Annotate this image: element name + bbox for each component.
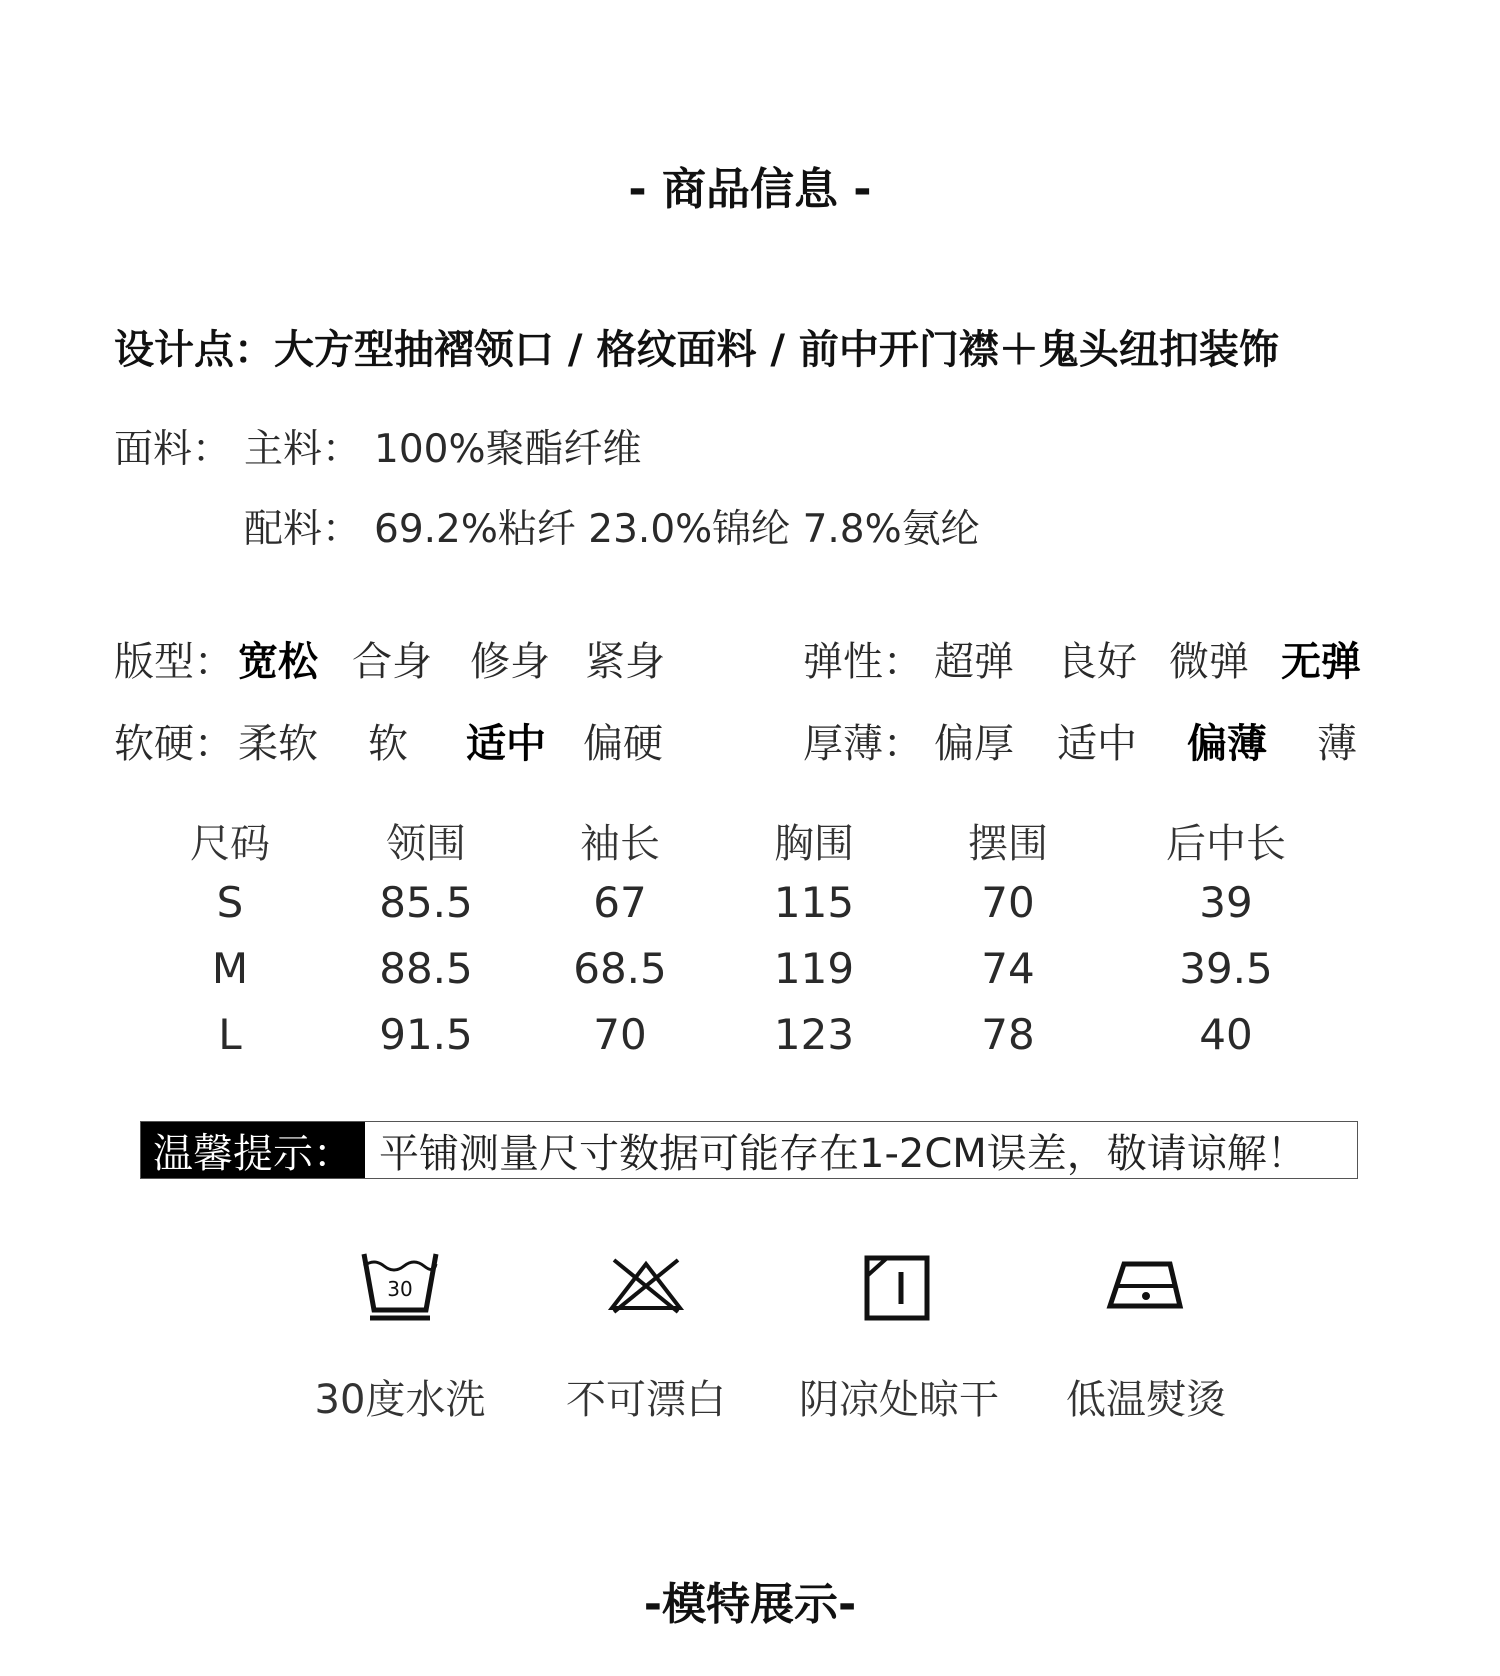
fit-option: 合身: [352, 639, 432, 685]
table-cell: M: [211, 944, 249, 993]
care-label-no-bleach: 不可漂白: [566, 1377, 726, 1423]
table-cell: 68.5: [573, 944, 667, 993]
table-cell: 115: [773, 878, 855, 927]
fabric-main-value: 100%聚酯纤维: [374, 427, 642, 472]
table-cell: 70: [593, 1010, 647, 1059]
table-cell: 91.5: [379, 1010, 473, 1059]
design-point-text: 设计点：大方型抽褶领口 / 格纹面料 / 前中开门襟＋鬼头纽扣装饰: [114, 327, 1279, 373]
tip-label: 温馨提示：: [141, 1122, 365, 1178]
table-cell: 74: [981, 944, 1035, 993]
softness-option: 柔软: [238, 721, 318, 767]
fabric-label: 面料：: [114, 427, 232, 472]
softness-label: 软硬：: [114, 721, 234, 767]
table-cell: L: [218, 1010, 242, 1059]
table-header-cell: 尺码: [190, 821, 270, 867]
elasticity-option: 良好: [1057, 639, 1137, 685]
thickness-option: 薄: [1317, 721, 1357, 767]
fabric-sub-value: 69.2%粘纤 23.0%锦纶 7.8%氨纶: [374, 507, 980, 552]
table-cell: 39: [1199, 878, 1253, 927]
table-header-cell: 后中长: [1166, 821, 1286, 867]
fit-option: 修身: [470, 639, 550, 685]
elasticity-option: 无弹: [1281, 639, 1361, 685]
table-cell: 39.5: [1179, 944, 1273, 993]
table-cell: 123: [773, 1010, 855, 1059]
softness-option: 偏硬: [583, 721, 663, 767]
section-title-product-info: - 商品信息 -: [628, 164, 872, 215]
table-cell: 70: [981, 878, 1035, 927]
fit-option: 紧身: [585, 639, 665, 685]
fabric-sub-label: 配料：: [244, 507, 362, 552]
table-cell: 88.5: [379, 944, 473, 993]
care-label-shade-dry: 阴凉处晾干: [799, 1377, 999, 1423]
fit-option: 宽松: [238, 639, 318, 685]
elasticity-option: 超弹: [934, 639, 1014, 685]
care-label-low-iron: 低温熨烫: [1066, 1377, 1226, 1423]
fabric-main-label: 主料：: [244, 427, 362, 472]
thickness-label: 厚薄：: [803, 721, 923, 767]
table-header-cell: 摆围: [968, 821, 1048, 867]
table-cell: 119: [773, 944, 855, 993]
table-header-cell: 领围: [386, 821, 466, 867]
table-cell: S: [216, 878, 244, 927]
section-title-model-show: -模特展示-: [643, 1579, 857, 1630]
table-cell: 78: [981, 1010, 1035, 1059]
elasticity-option: 微弹: [1169, 639, 1249, 685]
softness-option: 适中: [466, 721, 546, 767]
table-cell: 40: [1199, 1010, 1253, 1059]
thickness-option: 偏薄: [1187, 721, 1267, 767]
thickness-option: 偏厚: [934, 721, 1014, 767]
care-label-wash: 30度水洗: [314, 1377, 486, 1423]
table-cell: 85.5: [379, 878, 473, 927]
table-header-cell: 袖长: [580, 821, 660, 867]
fit-label: 版型：: [114, 639, 234, 685]
elasticity-label: 弹性：: [803, 639, 923, 685]
thickness-option: 适中: [1057, 721, 1137, 767]
low-iron-icon: [1104, 1250, 1188, 1322]
tip-text: 平铺测量尺寸数据可能存在1-2CM误差，敬请谅解！: [379, 1130, 1307, 1177]
no-bleach-icon: [606, 1250, 686, 1322]
shade-dry-icon: [859, 1250, 939, 1322]
softness-option: 软: [368, 721, 408, 767]
wash-temp-text: 30: [387, 1277, 413, 1301]
table-header-cell: 胸围: [774, 821, 854, 867]
table-cell: 67: [593, 878, 647, 927]
wash-30-icon: [360, 1250, 440, 1322]
measurement-tip: [140, 1121, 1358, 1179]
